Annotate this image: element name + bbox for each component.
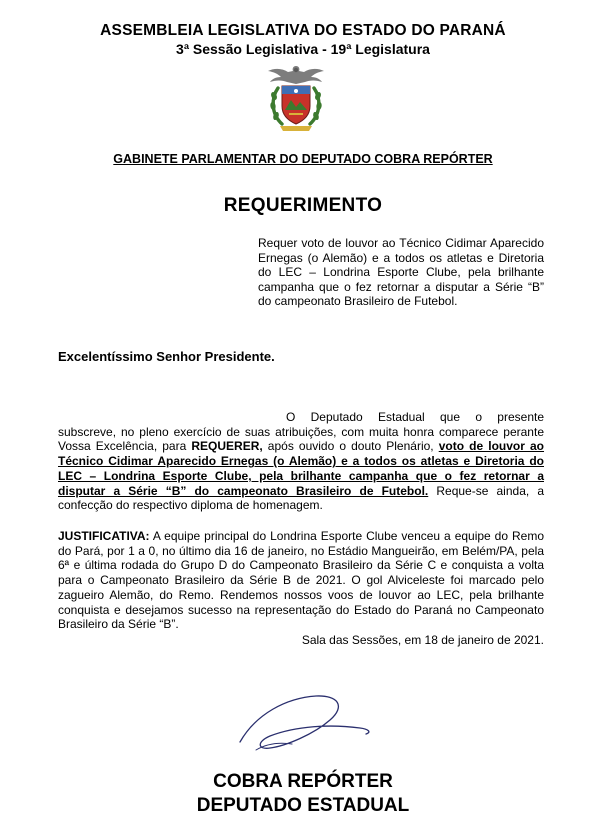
signatory-role: DEPUTADO ESTADUAL: [196, 795, 410, 816]
assembly-header: ASSEMBLEIA LEGISLATIVA DO ESTADO DO PARANÁ: [100, 22, 506, 39]
body-text-1: O Deputado Estadual que o presente subscreve, no pleno exercício de suas atribuições, com muita honra comparece perante Vossa Excelência, para: [58, 410, 544, 454]
handwritten-signature-icon: [226, 684, 376, 764]
signatory-name: COBRA REPÓRTER: [213, 771, 393, 792]
salutation: Excelentíssimo Senhor Presidente.: [58, 349, 275, 364]
request-body: [58, 410, 544, 513]
body-requerer: REQUERER,: [191, 439, 263, 454]
document-title: REQUERIMENTO: [223, 195, 383, 216]
justification-label: JUSTIFICATIVA:: [58, 529, 150, 543]
parana-coat-of-arms-icon: [262, 62, 330, 134]
justification: [58, 529, 544, 632]
session-subheader: 3ª Sessão Legislativa - 19ª Legislatura: [176, 41, 430, 57]
body-highlight: voto de louvor ao Técnico Cidimar Aparecido Ernegas (o Alemão) e a todos os atletas e Diretoria do LEC – Londrina Esporte Clube, pela brilhante campanha que o fez retornar a disputar a Série “B” do campeonato Brasileiro de Futebol.: [58, 439, 545, 498]
place-date: Sala das Sessões, em 18 de janeiro de 2021.: [301, 633, 544, 647]
body-text-2: após ouvido o douto Plenário,: [262, 439, 439, 454]
request-summary: Requer voto de louvor ao Técnico Cidimar Aparecido Ernegas (o Alemão) e a todos os atletas e Diretoria do LEC – Londrina Esporte Clube, pela brilhante campanha que o fez retornar a disputar a Série “B” do campeonato Brasileiro de Futebol.: [258, 236, 544, 308]
body-text-3: Reque-se ainda, a confecção do respectivo diploma de homenagem.: [58, 483, 544, 513]
cabinet-title: GABINETE PARLAMENTAR DO DEPUTADO COBRA REPÓRTER: [113, 152, 493, 166]
justification-text: A equipe principal do Londrina Esporte Clube venceu a equipe do Remo do Pará, por 1 a 0, no último dia 16 de janeiro, no Estádio Mangueirão, em Belém/PA, pela 6ª e última rodada do Grupo D do Campeonato Brasileiro da Série C e conquista a volta para o Campeonato Brasileiro da Série B de 2021. O gol Alviceleste foi marcado pelo zagueiro Alemão, do Remo. Rendemos nossos voos de louvor ao LEC, pela brilhante conquista e desejamos sucesso na representação do Estado do Paraná no Campeonato Brasileiro da Série “B”.: [58, 529, 544, 632]
